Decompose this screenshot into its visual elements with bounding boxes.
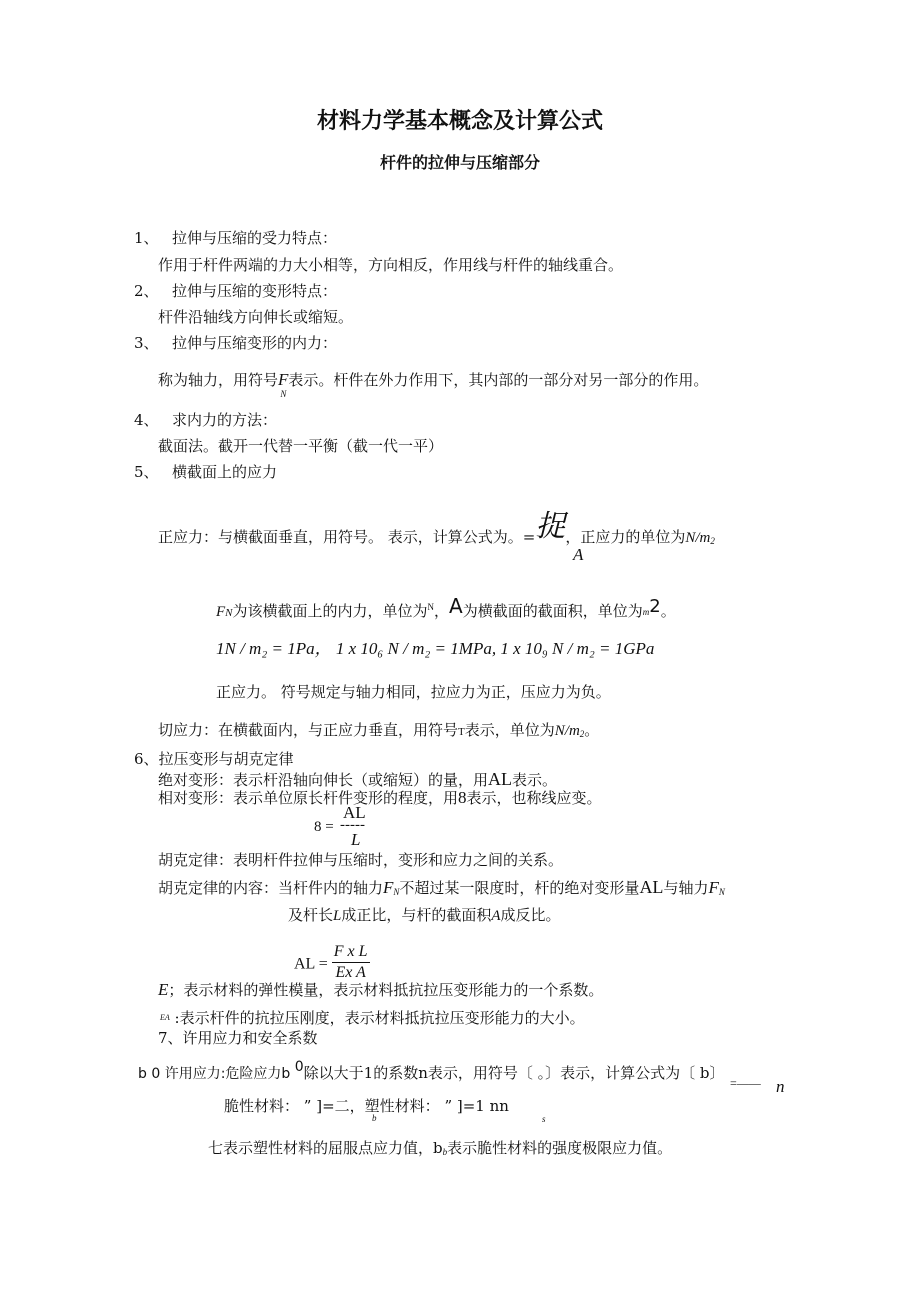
yield-subscript: s	[542, 1114, 546, 1124]
text-run: 绝对变形：表示杆沿轴向伸长（或缩短）的量，用	[158, 771, 489, 789]
text-run: 表示脆性材料的强度极限应力值。	[447, 1139, 673, 1157]
axial-stiffness-line	[160, 1008, 585, 1028]
section-7-heading: 7、许用应力和安全系数	[158, 1029, 318, 1047]
text-run: 表示。杆件在外力作用下，其内部的一部分对另一部分的作用。	[288, 371, 709, 389]
section-title: 求内力的方法：	[172, 411, 278, 429]
text-run: 切应力：在横截面内，与正应力垂直，用符号	[158, 721, 459, 739]
stress-unit-exponent: 2	[710, 536, 715, 546]
brittle-material-label: 脆性材料：	[224, 1097, 300, 1115]
strain-symbol: 8	[458, 788, 467, 807]
text-run: ；表示材料的弹性模量，表示材料抵抗拉压变形能力的一个系数。	[168, 981, 604, 999]
elastic-modulus-line	[158, 980, 603, 1000]
shear-unit: N/m	[554, 723, 580, 739]
text-run: :表示杆件的抗拉压刚度，表示材料抵抗拉压变形能力的大小。	[169, 1009, 585, 1027]
delta-l-symbol: AL	[488, 769, 513, 789]
hooke-equation-fraction	[332, 942, 370, 983]
section-title: 拉伸与压缩变形的内力：	[172, 334, 338, 352]
hooke-law-definition: 胡克定律：表明杆件拉伸与压缩时，变形和应力之间的关系。	[158, 851, 564, 869]
section-6-heading: 6、拉压变形与胡克定律	[134, 750, 294, 768]
section-number: 2、	[134, 282, 159, 300]
plastic-material-formula: ” ]=1 nn	[439, 1097, 509, 1115]
axial-force-subscript: N	[225, 607, 233, 619]
normal-stress-line	[158, 510, 715, 551]
page-subtitle: 杆件的拉伸与压缩部分	[379, 153, 540, 172]
text-run: 除以大于1的系数n表示，用符号〔 。〕表示，计算公式为〔 b〕	[303, 1064, 725, 1082]
area-unit: m	[642, 607, 650, 617]
absolute-deformation	[158, 769, 557, 790]
area-symbol: A	[449, 594, 463, 618]
text-run: 表示。	[512, 771, 558, 789]
axial-force-description	[216, 594, 676, 623]
safety-factor-symbol: n	[776, 1077, 785, 1096]
axial-force-symbol: F	[383, 878, 394, 897]
text-run: 成正比，与杆的截面积	[341, 906, 492, 924]
hooke-equation-numerator: F x L	[332, 942, 370, 963]
axial-force-symbol: F	[216, 604, 226, 620]
section-title: 拉伸与压缩的受力特点：	[172, 229, 338, 247]
strain-equation-dash: -----	[340, 817, 365, 833]
axial-force-symbol: F	[278, 370, 289, 389]
text-run: 表示，也称线应变。	[466, 789, 602, 807]
page-title: 材料力学基本概念及计算公式	[316, 109, 603, 134]
text-run: 为该横截面上的内力，单位为	[232, 602, 428, 620]
section-number: 1、	[134, 229, 159, 247]
strain-equation-left: 8 =	[314, 819, 334, 835]
stress-formula-denominator: A	[573, 545, 584, 564]
axial-force-subscript: N	[280, 389, 287, 399]
plastic-material-label: 塑性材料：	[364, 1097, 440, 1115]
hooke-equation-left: AL =	[294, 955, 332, 973]
section-2-body: 杆件沿轴线方向伸长或缩短。	[158, 308, 354, 326]
text-run: 表示，单位为	[464, 721, 555, 739]
section-2-heading	[134, 281, 337, 301]
brittle-subscript: b	[372, 1113, 377, 1123]
text-run: 胡克定律的内容：当杆件内的轴力	[158, 879, 384, 897]
section-number: 3、	[134, 334, 159, 352]
hooke-equation	[294, 944, 370, 985]
area-symbol: A	[491, 908, 501, 924]
stress-formula-numerator: 捉	[535, 510, 566, 543]
hooke-law-content	[158, 877, 725, 902]
brittle-material-formula: ” ]=二，	[299, 1097, 365, 1115]
danger-stress-exponent: 0	[294, 1059, 304, 1075]
section-title: 横截面上的应力	[172, 463, 278, 481]
section-4-heading	[134, 410, 277, 430]
text-run: b 0 许用应力:危险应力b	[138, 1066, 295, 1082]
relative-deformation	[158, 788, 602, 808]
text-run: 成反比。	[500, 906, 561, 924]
sign-convention: 正应力。 符号规定与轴力相同，拉应力为正，压应力为负。	[216, 683, 611, 701]
strain-equation-numerator: AL	[343, 803, 366, 822]
section-title: 拉伸与压缩的变形特点：	[172, 282, 338, 300]
axial-stiffness-symbol: EA	[160, 1013, 170, 1022]
section-number: 5、	[134, 463, 159, 481]
area-unit-exponent: 2	[649, 596, 661, 617]
text-run: ，	[434, 602, 450, 620]
section-1-body: 作用于杆件两端的力大小相等，方向相反，作用线与杆件的轴线重合。	[158, 256, 624, 274]
text-run: ，正应力的单位为	[565, 528, 686, 546]
text-run: 相对变形：表示单位原长杆件变形的程度，用	[158, 789, 459, 807]
text-run: 。	[584, 721, 600, 739]
section-5-heading	[134, 462, 277, 482]
shear-symbol: T	[458, 726, 465, 738]
text-run: 与轴力	[663, 879, 709, 897]
text-run: 正应力：与横截面垂直，用符号。 表示，计算公式为。=	[158, 528, 536, 546]
section-number: 4、	[134, 411, 159, 429]
axial-force-subscript: N	[718, 887, 725, 897]
axial-force-subscript: N	[393, 887, 400, 897]
strain-equation-denominator: L	[351, 830, 361, 849]
text-run: 称为轴力，用符号	[158, 371, 279, 389]
delta-l-symbol: AL	[639, 877, 664, 897]
section-3-heading	[134, 333, 337, 353]
material-allowable-stress	[224, 1096, 509, 1116]
stress-unit: N/m	[685, 530, 711, 546]
shear-stress-line	[158, 720, 599, 744]
shear-unit-exponent: 2	[579, 729, 585, 739]
section-4-body: 截面法。截开一代替一平衡（截一代一平）	[158, 437, 444, 455]
length-symbol: L	[333, 908, 342, 924]
hooke-law-content-continued	[288, 905, 561, 926]
force-unit: N	[427, 602, 435, 612]
unit-conversions: 1N / m₂ = 1Pa， 1 x 10₆ N / m₂ = 1MPa, 1 x 10₉ N / m₂ = 1GPa	[216, 639, 655, 658]
text-run: 为横截面的截面积，单位为	[462, 602, 643, 620]
text-run: 不超过某一限度时，杆的绝对变形量	[399, 879, 640, 897]
axial-force-symbol: F	[708, 878, 719, 897]
hooke-equation-denominator: Ex A	[335, 964, 366, 981]
section-1-heading	[134, 228, 337, 248]
text-run: 七表示塑性材料的屈服点应力值，b	[208, 1139, 443, 1157]
elastic-modulus-symbol: E	[158, 980, 169, 999]
stress-value-explanation	[208, 1138, 672, 1162]
strength-limit-subscript: b	[442, 1147, 448, 1157]
allowable-stress-line	[138, 1059, 725, 1084]
text-run: 。	[660, 602, 676, 620]
section-3-body	[158, 370, 709, 399]
text-run: 及杆长	[288, 906, 334, 924]
allowable-stress-fraction-bar: =——	[730, 1076, 761, 1090]
